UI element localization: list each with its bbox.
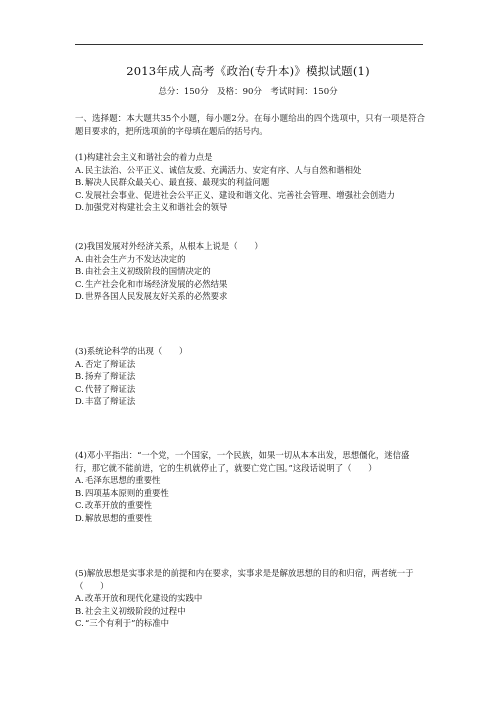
question-stem: (1)构建社会主义和谐社会的着力点是 bbox=[75, 152, 213, 162]
question-1 bbox=[75, 151, 425, 214]
option-c: C.代替了辩证法 bbox=[75, 383, 136, 394]
question-stem: (4)邓小平指出：“一个党，一个国家，一个民族，如果一切从本本出发，思想僵化，迷信盛行，那它就不能前进，它的生机就停止了，就要亡党亡国。”这段话说明了（ ） bbox=[75, 450, 410, 473]
section-instructions: 一、选择题：本大题共35个小题，每小题2分。在每小题给出的四个选项中，只有一项是符合题目要求的，把所选项前的字母填在题后的括号内。 bbox=[75, 113, 425, 136]
option-d: D.丰富了辩证法 bbox=[75, 396, 136, 406]
option-b: B.解决人民群众最关心、最直接、最现实的利益问题 bbox=[75, 177, 270, 187]
header-rule bbox=[75, 44, 423, 45]
question-stem: (3)系统论科学的出现（ ） bbox=[75, 346, 188, 356]
option-d: D.世界各国人民发展友好关系的必然要求 bbox=[75, 291, 228, 301]
option-b: B.由社会主义初级阶段的国情决定的 bbox=[75, 266, 211, 276]
page-title: 2013年成人高考《政治(专升本)》模拟试题(1) bbox=[126, 64, 370, 78]
question-stem: (5)解放思想是实事求是的前提和内在要求，实事求是是解放思想的目的和归宿，两者统一于（ ） bbox=[75, 568, 414, 591]
option-c: C.发展社会事业、促进社会公平正义、建设和谐文化、完善社会管理、增强社会创造力 bbox=[75, 189, 395, 200]
question-5 bbox=[75, 567, 425, 630]
option-c: C.“三个有利于”的标准中 bbox=[75, 618, 169, 628]
question-2 bbox=[75, 240, 425, 303]
option-a: A.改革开放和现代化建设的实践中 bbox=[75, 593, 203, 603]
option-b: B.四项基本原则的重要性 bbox=[75, 487, 169, 498]
option-a: A.民主法治、公平正义、诚信友爱、充满活力、安定有序、人与自然和谐相处 bbox=[75, 164, 362, 175]
question-4 bbox=[75, 449, 425, 524]
question-3 bbox=[75, 345, 425, 408]
option-b: B.扬弃了辩证法 bbox=[75, 371, 136, 381]
option-d: D.解放思想的重要性 bbox=[75, 512, 152, 523]
option-c: C.生产社会化和市场经济发展的必然结果 bbox=[75, 278, 228, 289]
option-a: A.毛泽东思想的重要性 bbox=[75, 475, 161, 485]
option-c: C.改革开放的重要性 bbox=[75, 500, 152, 510]
option-a: A.由社会生产力不发达决定的 bbox=[75, 253, 186, 264]
option-a: A.否定了辩证法 bbox=[75, 358, 136, 369]
option-b: B.社会主义初级阶段的过程中 bbox=[75, 605, 186, 616]
question-stem: (2)我国发展对外经济关系，从根本上说是（ ） bbox=[75, 241, 263, 251]
option-d: D.加强党对构建社会主义和谐社会的领导 bbox=[75, 202, 228, 212]
exam-meta: 总分：150分 及格：90分 考试时间：150分 bbox=[158, 87, 338, 97]
